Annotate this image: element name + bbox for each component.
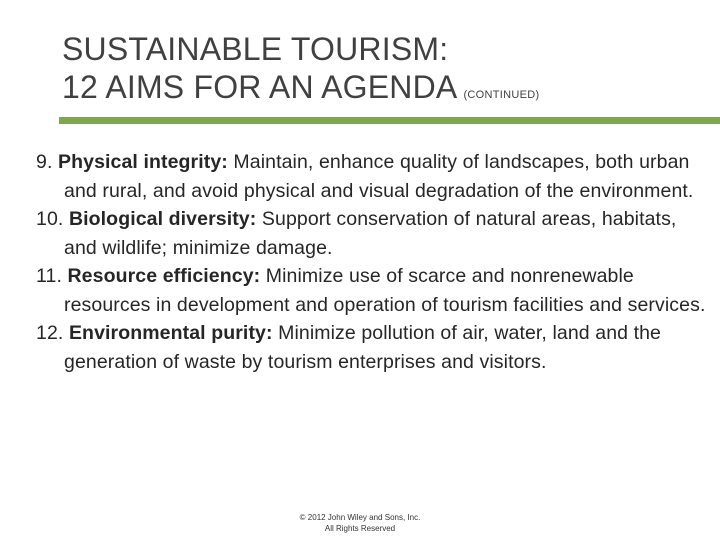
aim-text: Maintain, enhance quality of landscapes, both urban and rural, and avoid physical and visual degradation of the environment. (64, 151, 694, 202)
title-divider (59, 117, 720, 124)
aim-number: 10. (36, 208, 64, 230)
title-line-2 (62, 68, 702, 114)
aim-number: 12. (36, 322, 64, 344)
aim-term: Biological diversity: (68, 208, 257, 230)
title-line-2-text: 12 AIMS FOR AN AGENDA (62, 69, 458, 105)
aim-text: Minimize pollution of air, water, land and the generation of waste by tourism enterprises and visitors. (64, 322, 662, 373)
aim-term: Resource efficiency: (67, 265, 261, 287)
aim-number: 9. (36, 151, 53, 173)
rights-line: All Rights Reserved (324, 524, 396, 533)
copyright-line: © 2012 John Wiley and Sons, Inc. (299, 513, 421, 522)
title-continued-label: (CONTINUED) (463, 89, 540, 101)
aim-item-12 (36, 319, 706, 376)
copyright-footer (0, 512, 720, 534)
aim-term: Environmental purity: (68, 322, 273, 344)
title-line-1: SUSTAINABLE TOURISM: (62, 31, 449, 67)
aim-item-10 (36, 205, 706, 262)
aim-text: Minimize use of scarce and nonrenewable resources in development and operation of tourism facilities and services. (64, 265, 706, 316)
aim-item-9 (36, 148, 706, 205)
aim-item-11 (36, 262, 706, 319)
aim-number: 11. (36, 265, 62, 287)
aims-list (36, 148, 706, 376)
aim-term: Physical integrity: (58, 151, 228, 173)
slide-title (62, 30, 702, 114)
aim-text: Support conservation of natural areas, habitats, and wildlife; minimize damage. (64, 208, 677, 259)
